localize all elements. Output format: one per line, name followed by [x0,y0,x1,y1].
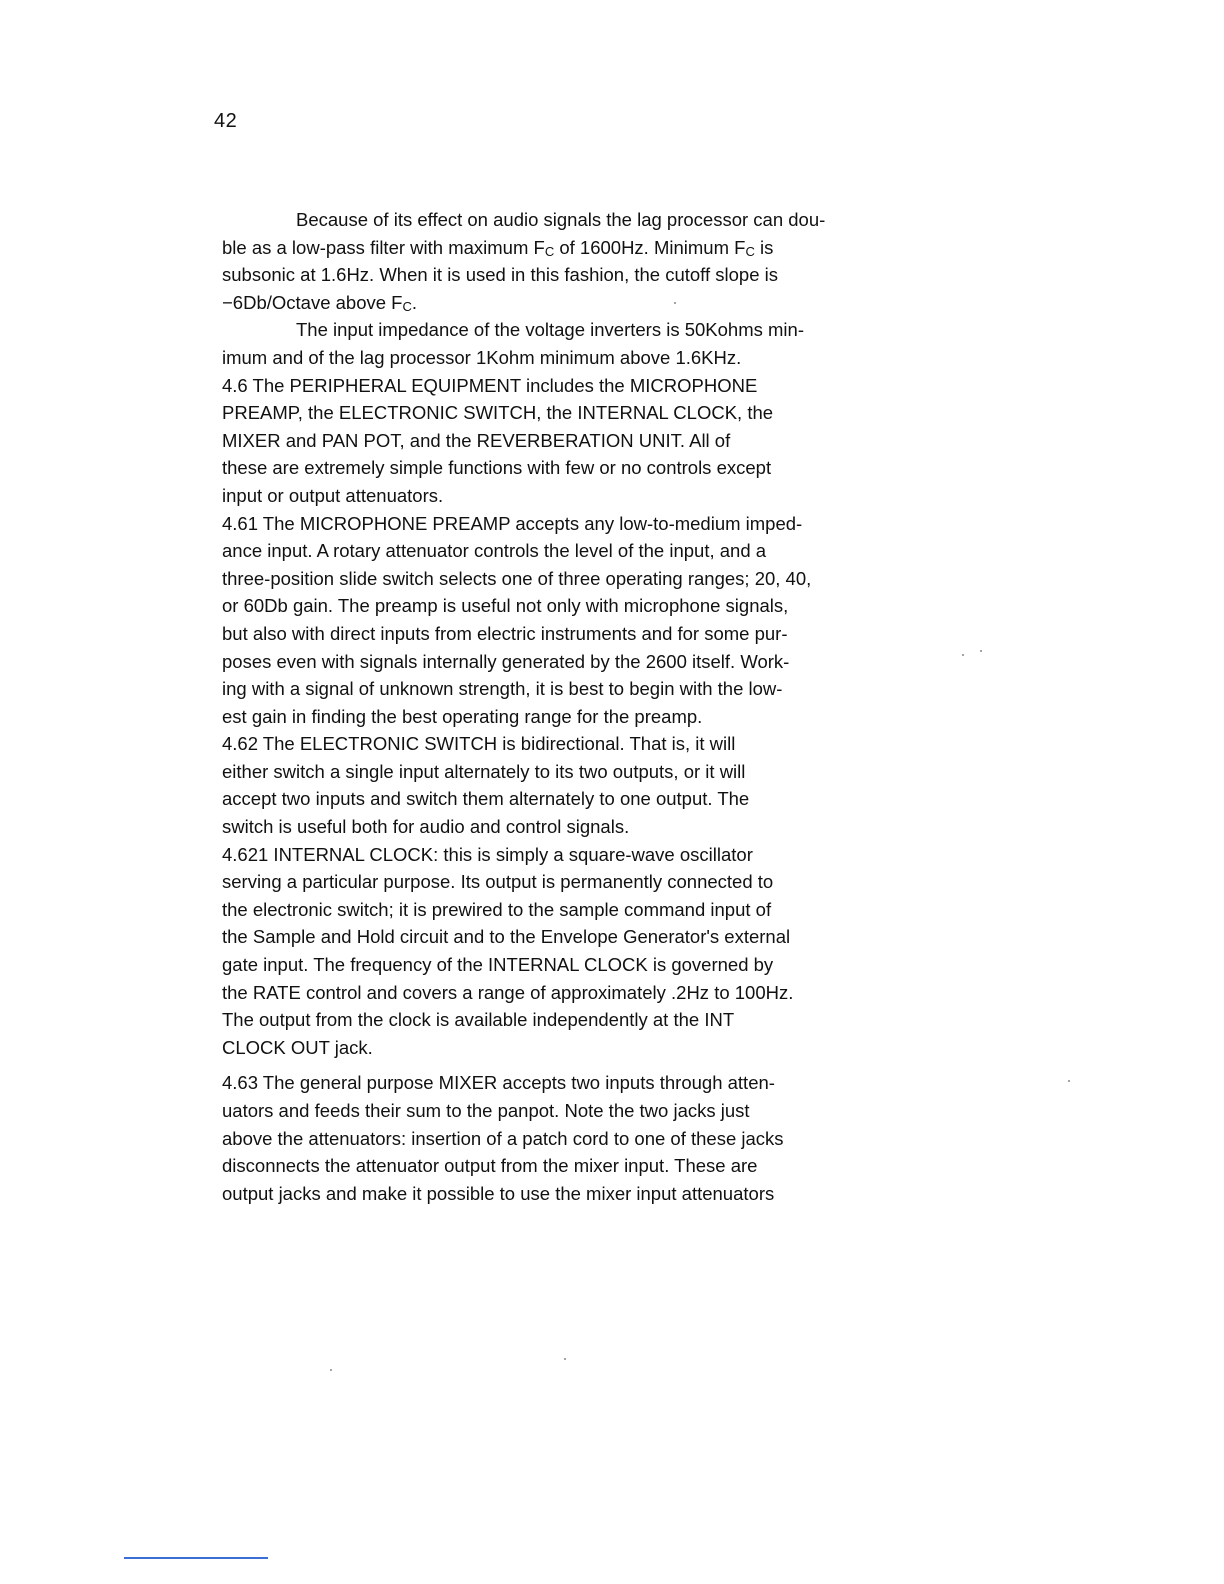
text-line: above the attenuators: insertion of a patch cord to one of these jacks [222,1127,784,1149]
text-line: The output from the clock is available independently at the INT [222,1009,735,1031]
text-line: Because of its effect on audio signals the lag processor can dou- [296,209,826,230]
text-line: disconnects the attenuator output from the mixer input. These are [222,1155,758,1177]
text-line: ance input. A rotary attenuator controls the level of the input, and a [222,540,767,562]
text-line: gate input. The frequency of the INTERNAL CLOCK is governed by [222,954,774,976]
text-line: poses even with signals internally generated by the 2600 itself. Work- [222,650,790,672]
text-line: ing with a signal of unknown strength, it is best to begin with the low- [222,678,783,700]
text-line: output jacks and make it possible to use the mixer input attenuators [222,1182,775,1204]
scan-speck [980,650,982,652]
paragraph-lag-processor-filter [222,206,922,316]
paragraph-4-6-peripheral-equipment [222,372,922,510]
text-line: three-position slide switch selects one of three operating ranges; 20, 40, [222,567,812,589]
text-span: is [754,236,774,258]
text-span: ble as a low-pass filter with maximum F [222,236,545,258]
text-line: 4.61 The MICROPHONE PREAMP accepts any low-to-medium imped- [222,512,803,534]
body-text [222,206,922,1207]
text-line: switch is useful both for audio and control signals. [222,816,630,838]
text-line: the electronic switch; it is prewired to the sample command input of [222,898,772,920]
scan-speck [962,654,964,656]
text-line: imum and of the lag processor 1Kohm minimum above 1.6KHz. [222,346,742,368]
text-span: of 1600Hz. Minimum F [554,236,746,258]
subscript: C [745,243,755,259]
text-line: MIXER and PAN POT, and the REVERBERATION UNIT. All of [222,429,731,451]
text-line: est gain in finding the best operating range for the preamp. [222,705,703,727]
subscript: C [544,243,555,259]
bottom-rule [124,1557,268,1559]
text-line: uators and feeds their sum to the panpot. Note the two jacks just [222,1100,750,1121]
scan-speck [674,302,676,304]
text-span: −6Db/Octave above F [222,291,403,313]
text-line: accept two inputs and switch them alternately to one output. The [222,788,750,810]
paragraph-4-62-electronic-switch [222,730,922,840]
page-number: 42 [214,110,238,132]
scan-speck [564,1358,566,1360]
subscript: C [402,298,412,314]
paragraph-4-63-mixer [222,1069,922,1207]
paragraph-input-impedance [222,316,922,371]
text-line: The input impedance of the voltage inverters is 50Kohms min- [296,319,804,341]
text-line: 4.6 The PERIPHERAL EQUIPMENT includes the MICROPHONE [222,374,758,396]
text-line: these are extremely simple functions with few or no controls except [222,457,772,479]
text-line: PREAMP, the ELECTRONIC SWITCH, the INTERNAL CLOCK, the [222,402,774,424]
text-line [222,234,922,262]
text-span: . [411,291,418,313]
paragraph-4-61-microphone-preamp [222,510,922,731]
text-line: or 60Db gain. The preamp is useful not only with microphone signals, [222,595,789,617]
text-line: 4.621 INTERNAL CLOCK: this is simply a square-wave oscillator [222,843,753,865]
text-line: 4.62 The ELECTRONIC SWITCH is bidirectional. That is, it will [222,733,736,755]
text-line: either switch a single input alternately to its two outputs, or it will [222,760,746,782]
text-line: input or output attenuators. [222,484,444,506]
text-line: but also with direct inputs from electric instruments and for some pur- [222,622,788,644]
text-line [222,289,922,317]
paragraph-4-621-internal-clock [222,841,922,1062]
text-line: subsonic at 1.6Hz. When it is used in this fashion, the cutoff slope is [222,264,778,286]
text-line: serving a particular purpose. Its output is permanently connected to [222,871,774,893]
text-line: the Sample and Hold circuit and to the Envelope Generator's external [222,926,791,948]
scan-speck [330,1369,332,1371]
text-line: CLOCK OUT jack. [222,1036,373,1058]
text-line: the RATE control and covers a range of approximately .2Hz to 100Hz. [222,981,794,1003]
text-line: 4.63 The general purpose MIXER accepts two inputs through atten- [222,1072,775,1094]
scan-speck [1068,1080,1070,1082]
